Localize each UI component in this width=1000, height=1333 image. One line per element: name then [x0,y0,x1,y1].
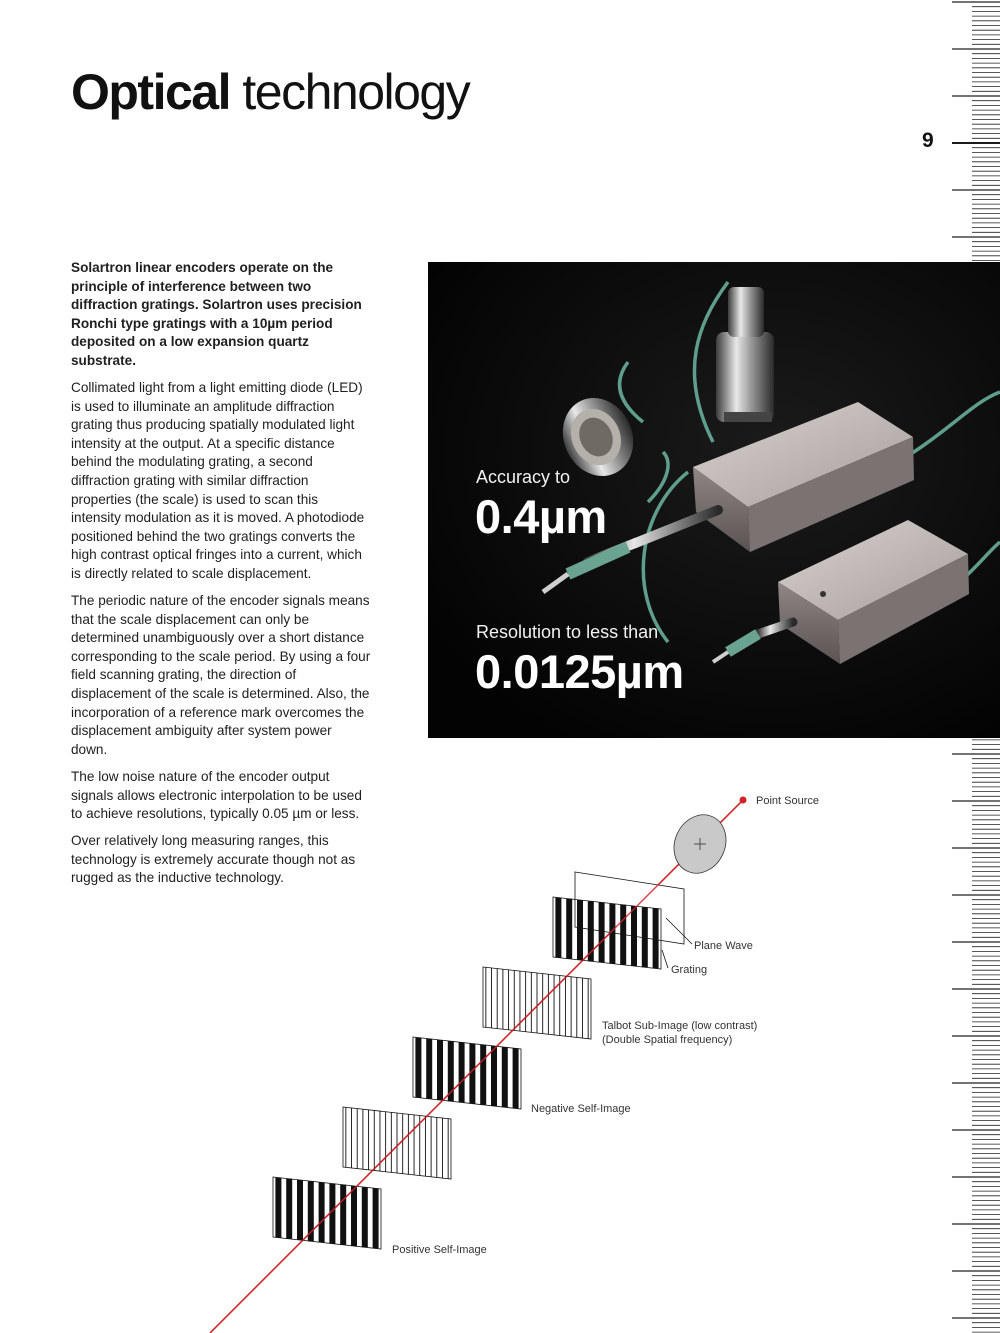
label-grating: Grating [671,964,708,976]
label-negative-self-image: Negative Self-Image [531,1103,631,1115]
talbot-plate [483,967,591,1039]
page-title [71,62,469,122]
body-paragraph: Over relatively long measuring ranges, this technology is extremely accurate though not as rugged as the inductive technology. [71,833,356,886]
sub-image-plate [343,1107,451,1179]
page-title-light: technology [242,64,470,120]
negative-plate [413,1037,521,1109]
page-number: 9 [922,129,934,152]
accuracy-value: 0.4µm [475,490,607,543]
body-paragraph: The low noise nature of the encoder output signals allows electronic interpolation to be used to achieve resolutions, typically 0.05 µm or less. [71,768,362,822]
accuracy-label: Accuracy to [476,467,571,487]
lead-paragraph: Solartron linear encoders operate on the principle of interference between two diffraction gratings. Solartron uses precision Ronchi type gratings with a 10µm period deposited on a low expansion quartz substrate. [71,260,362,368]
resolution-value: 0.0125µm [475,645,684,698]
body-paragraph: Collimated light from a light emitting diode (LED) is used to illuminate an amplitude diffraction grating thus producing spatially modulated light intensity at the output. At a specific distance behind the modulating grating, a second diffraction grating with similar diffraction properties (the scale) is used to scan this intensity modulation as it is moved. A photodiode positioned behind the two gratings converts the high contrast optical fringes into a current, which is directly related to scale displacement. [71,380,365,581]
label-point-source: Point Source [756,795,819,807]
positive-plate [273,1177,381,1249]
label-talbot-frequency: (Double Spatial frequency) [602,1034,733,1046]
optical-diagram [200,760,840,1333]
label-positive-self-image: Positive Self-Image [392,1244,487,1256]
label-talbot-sub-image: Talbot Sub-Image (low contrast) [602,1020,758,1032]
page-title-bold: Optical [71,64,230,120]
label-plane-wave: Plane Wave [694,940,753,952]
resolution-label: Resolution to less than [476,622,659,642]
body-paragraph: The periodic nature of the encoder signals means that the scale displacement can only be determined unambiguously over a short distance corresponding to the scale period. By using a four field scanning grating, the direction of displacement of the scale is determined. Also, the incorporation of a reference mark overcomes the displacement ambiguity after system power down. [71,593,371,757]
leader-grating [662,950,668,968]
point-source-dot [740,797,747,804]
talbot-diagram-graphic [200,760,840,1333]
product-photo [428,262,1000,738]
